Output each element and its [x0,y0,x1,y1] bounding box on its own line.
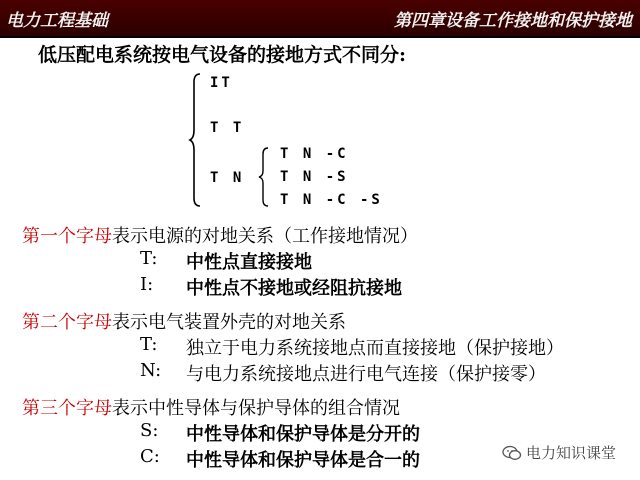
section-3-title: 表示中性导体与保护导体的组合情况 [112,398,400,419]
section-3-item-2-key: C: [140,446,160,467]
watermark [502,442,616,463]
section-2-item-2-key: N: [140,360,162,381]
intro-text: 低压配电系统按电气设备的接地方式不同分: [38,44,407,66]
section-2-heading [22,308,346,334]
small-brace [258,146,270,208]
section-1-prefix: 第一个字母 [22,226,112,247]
tree-tn: T N [210,170,245,186]
watermark-text: 电力知识课堂 [525,444,616,462]
tree-tn-c-s: T N -C -S [280,192,383,208]
left-brace [188,72,202,208]
section-1-item-2-key: I: [140,274,154,295]
tree-tn-s: T N -S [280,169,349,185]
tree-tt: T T [210,120,245,136]
section-2-item-1-key: T: [140,334,158,355]
section-1-item-2-text: 中性点不接地或经阻抗接地 [186,278,402,299]
section-1-heading [22,222,418,248]
section-3-prefix: 第三个字母 [22,398,112,419]
section-2-title: 表示电气装置外壳的对地关系 [112,312,346,333]
section-3-item-2-text: 中性导体和保护导体是合一的 [186,450,420,471]
section-3-item-1-text: 中性导体和保护导体是分开的 [186,424,420,445]
wechat-icon [502,445,522,461]
section-3-item-1-key: S: [140,420,159,441]
header-right-title: 第四章设备工作接地和保护接地 [394,11,632,31]
header-bar [0,0,640,38]
header-left-title: 电力工程基础 [6,11,108,31]
section-3-heading [22,394,400,420]
tree-it: IT [210,75,233,91]
section-2-item-2-text: 与电力系统接地点进行电气连接（保护接零） [186,364,546,385]
tree-tn-c: T N -C [280,146,349,162]
section-1-title: 表示电源的对地关系（工作接地情况） [112,226,418,247]
section-2-prefix: 第二个字母 [22,312,112,333]
section-2-item-1-text: 独立于电力系统接地点而直接接地（保护接地） [186,338,564,359]
section-1-item-1-key: T: [140,248,158,269]
section-1-item-1-text: 中性点直接接地 [186,252,312,273]
